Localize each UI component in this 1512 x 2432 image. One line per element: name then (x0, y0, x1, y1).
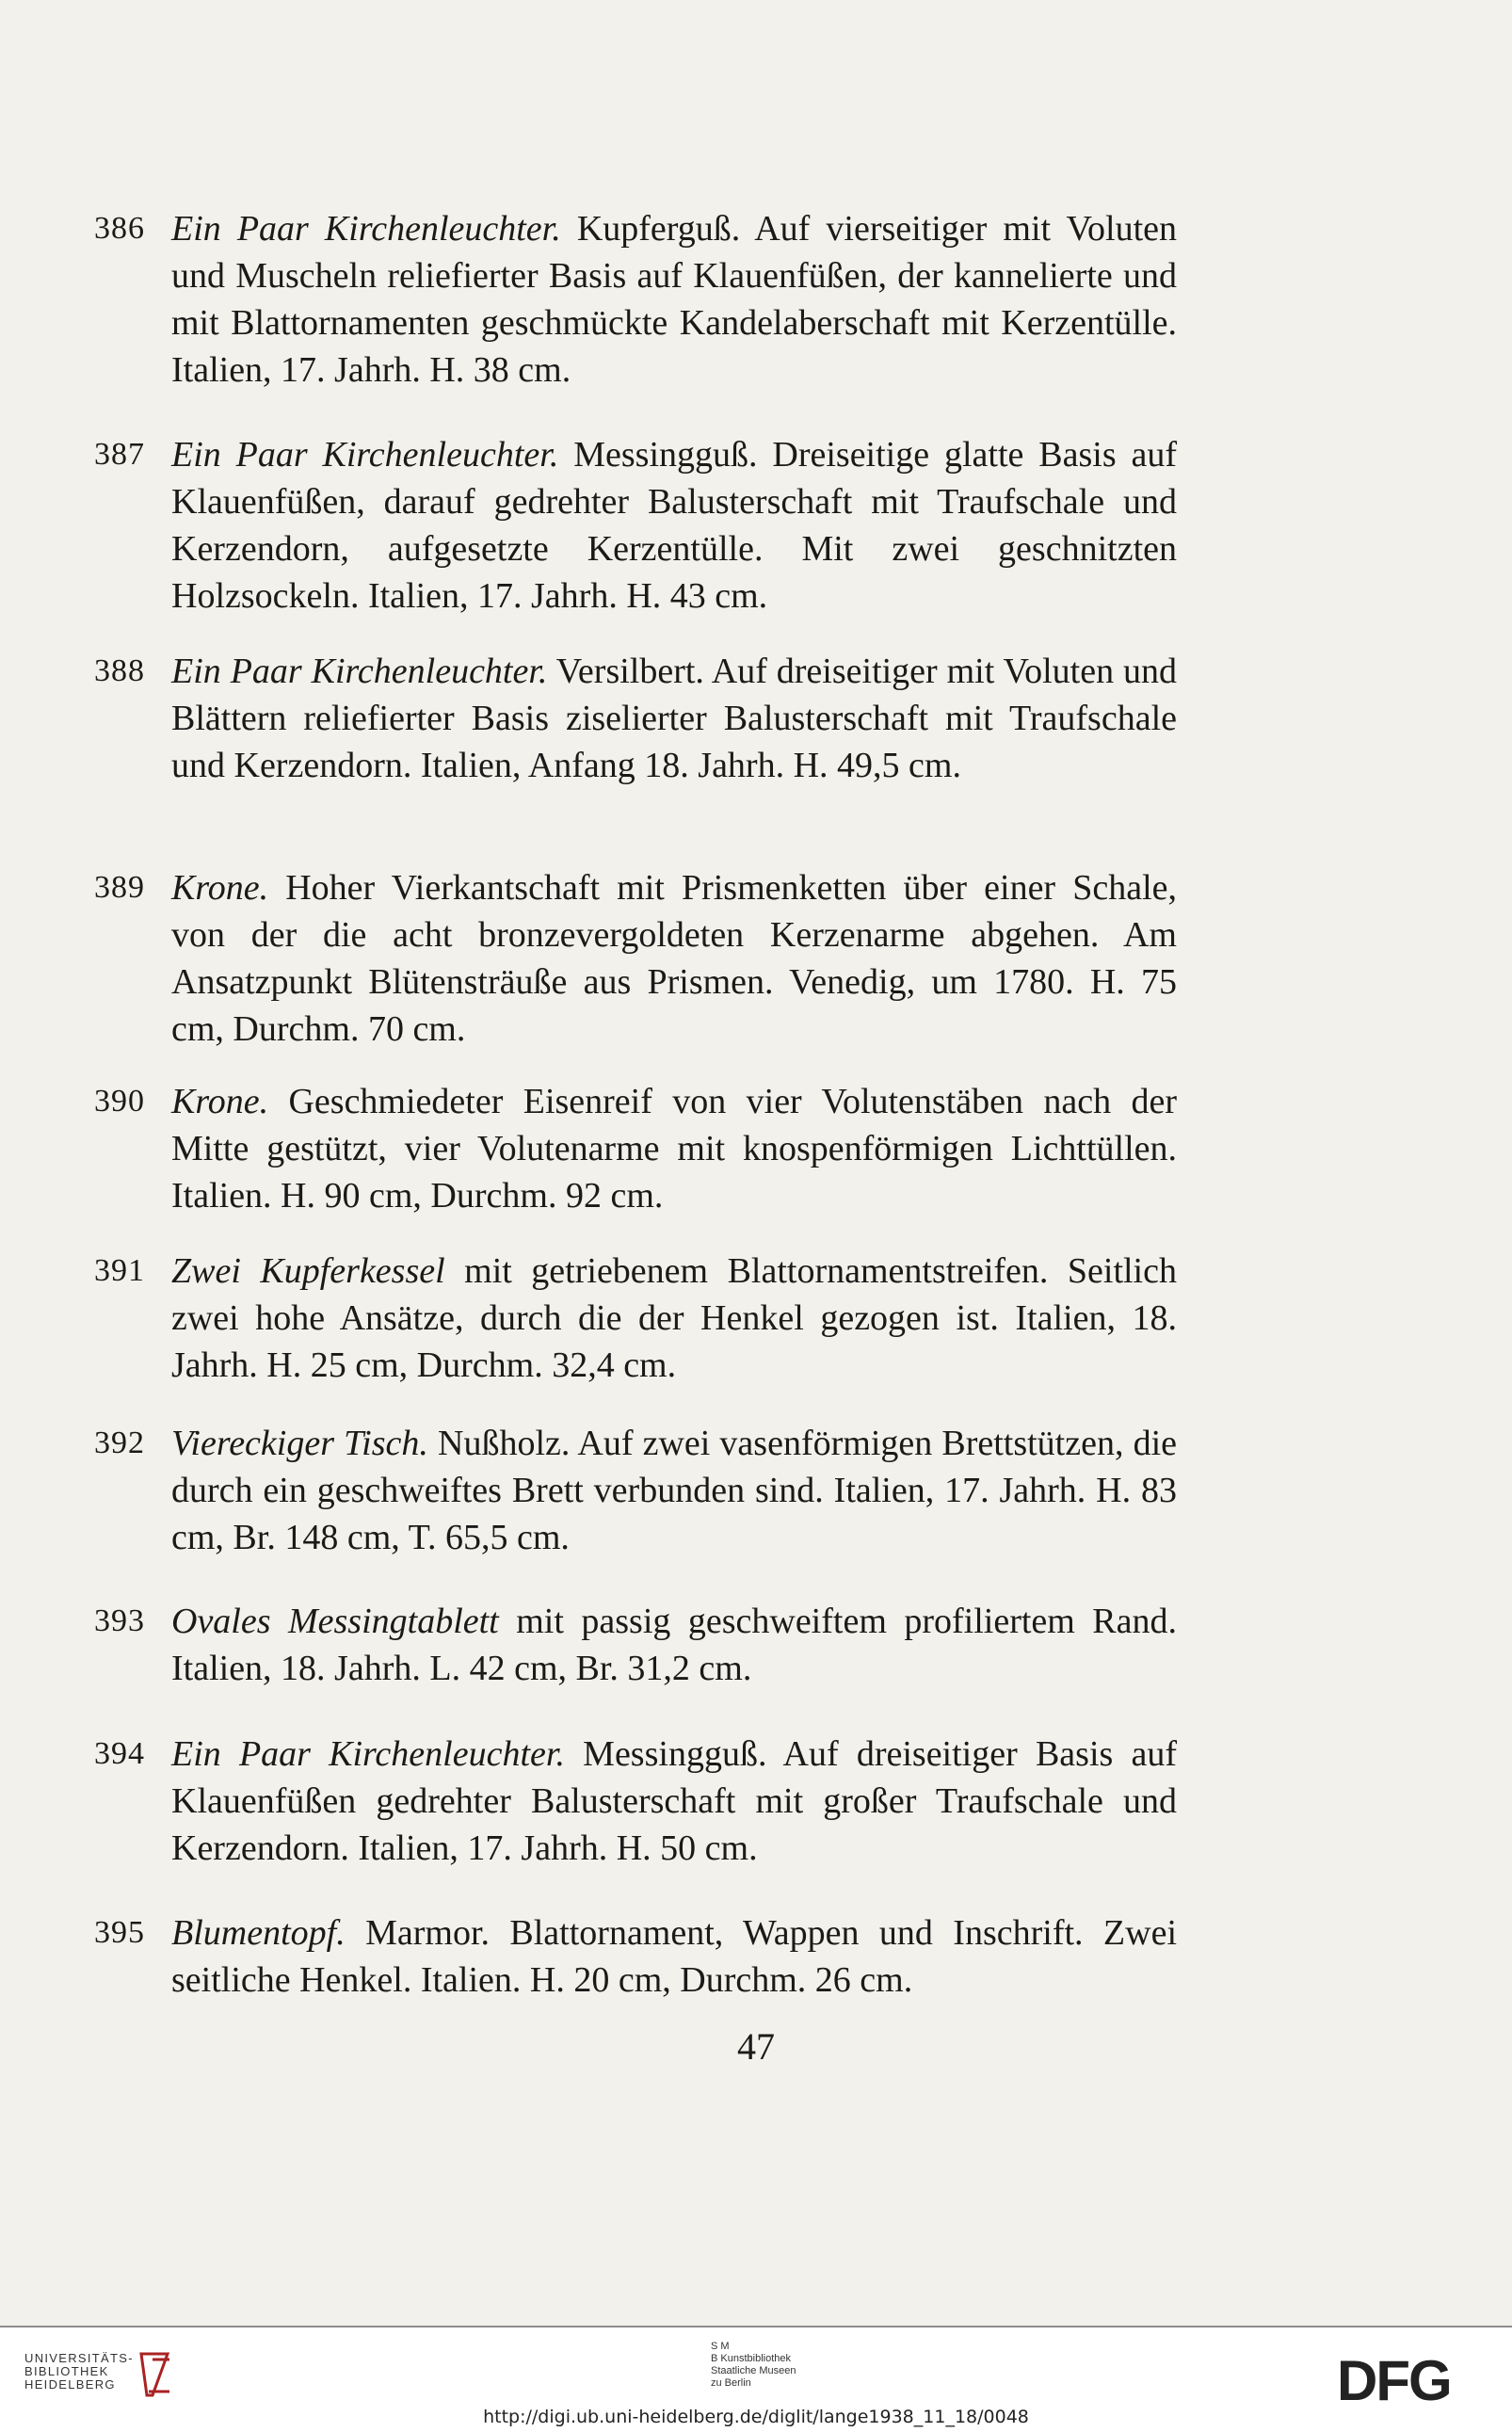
entry-number: 393 (94, 1603, 145, 1638)
entry-text: mit getriebenem Blattornamentstreifen. Seitlich zwei hohe Ansätze, durch die der Henkel gezogen ist. Italien, 18. Jahrh. H. 25 cm, Durchm. 32,4 cm. (171, 1251, 1177, 1385)
catalog-entry (94, 431, 1177, 620)
catalog-entry (94, 1731, 1177, 1872)
entry-body (171, 1420, 1177, 1561)
catalog-entry (94, 1420, 1177, 1561)
uni-line: BIBLIOTHEK (24, 2364, 109, 2378)
catalog-entry (94, 1909, 1177, 2004)
page-number: 47 (737, 2025, 775, 2068)
entry-number: 392 (94, 1425, 145, 1460)
catalog-entry (94, 205, 1177, 394)
entry-title: Ein Paar Kirchenleuchter. (171, 1734, 565, 1774)
entry-title: Krone. (171, 1082, 269, 1121)
entry-text: mit passig geschweiftem profiliertem Rand. Italien, 18. Jahrh. L. 42 cm, Br. 31,2 cm. (171, 1602, 1178, 1688)
entry-number: 387 (94, 437, 145, 472)
entry-number: 388 (94, 653, 145, 688)
entry-title: Ein Paar Kirchenleuchter. (171, 652, 548, 691)
smb-line: Staatliche Museen (711, 2365, 796, 2376)
entry-body (171, 864, 1177, 1053)
catalog-entry (94, 1598, 1177, 1692)
entry-title: Krone. (171, 868, 269, 908)
entry-body (171, 1248, 1177, 1389)
smb-kunstbibliothek-label (711, 2341, 796, 2390)
entry-text: Geschmiedeter Eisenreif von vier Volutenstäben nach der Mitte gestützt, vier Volutenarme mit knospenförmigen Lichttüllen. Italien. H. 90 cm, Durchm. 92 cm. (171, 1082, 1177, 1216)
uni-line: UNIVERSITÄTS- (24, 2351, 134, 2365)
catalog-entry (94, 1078, 1177, 1219)
entry-body (171, 1909, 1177, 2004)
entry-number: 386 (94, 211, 145, 246)
source-url[interactable]: http://digi.ub.uni-heidelberg.de/diglit/lange1938_11_18/0048 (483, 2407, 1029, 2427)
entry-text: Messingguß. Dreiseitige glatte Basis auf Klauenfüßen, darauf gedrehter Balusterschaft mit Traufschale und Kerzendorn, aufgesetzte Kerzentülle. Mit zwei geschnitzten Holzsockeln. Italien, 17. Jahrh. H. 43 cm. (171, 435, 1178, 616)
uni-line: HEIDELBERG (24, 2377, 116, 2392)
footer-bar (0, 2326, 1512, 2432)
university-library-label (24, 2352, 134, 2392)
entry-number: 394 (94, 1736, 145, 1771)
entry-title: Ein Paar Kirchenleuchter. (171, 209, 561, 249)
smb-line: S M (711, 2341, 730, 2352)
entry-number: 390 (94, 1084, 145, 1119)
entry-text: Kupferguß. Auf vierseitiger mit Voluten und Muscheln reliefierter Basis auf Klauenfüßen, der kannelierte und mit Blattornamenten geschmückte Kandelaberschaft mit Kerzentülle. Italien, 17. Jahrh. H. 38 cm. (171, 209, 1177, 390)
catalog-entry (94, 864, 1177, 1053)
entry-number: 395 (94, 1915, 145, 1950)
entry-title: Viereckiger Tisch. (171, 1424, 428, 1463)
entry-body (171, 205, 1177, 394)
entry-body (171, 1731, 1177, 1872)
catalog-entry (94, 1248, 1177, 1389)
entry-title: Zwei Kupferkessel (171, 1251, 445, 1291)
smb-line: zu Berlin (711, 2377, 751, 2389)
entry-body (171, 1598, 1177, 1692)
entry-text: Nußholz. Auf zwei vasenförmigen Brettstützen, die durch ein geschweiftes Brett verbunden sind. Italien, 17. Jahrh. H. 83 cm, Br. 148 cm, T. 65,5 cm. (171, 1424, 1178, 1557)
entry-title: Ovales Messingtablett (171, 1602, 499, 1641)
smb-line: B Kunstbibliothek (711, 2353, 791, 2364)
entry-body (171, 431, 1177, 620)
entry-number: 389 (94, 870, 145, 905)
entry-text: Hoher Vierkantschaft mit Prismenketten über einer Schale, von der die acht bronzevergoldeten Kerzenarme abgehen. Am Ansatzpunkt Blütensträuße aus Prismen. Venedig, um 1780. H. 75 cm, Durchm. 70 cm. (171, 868, 1178, 1049)
entry-body (171, 1078, 1177, 1219)
entry-title: Ein Paar Kirchenleuchter. (171, 435, 559, 475)
heidelberg-logo-icon (132, 2346, 179, 2403)
dfg-logo: DFG (1337, 2349, 1451, 2412)
entry-number: 391 (94, 1253, 145, 1288)
catalog-entry (94, 648, 1177, 789)
entry-title: Blumentopf. (171, 1913, 346, 1953)
entry-text: Marmor. Blattornament, Wappen und Inschrift. Zwei seitliche Henkel. Italien. H. 20 cm, Durchm. 26 cm. (171, 1913, 1177, 2000)
entry-text: Messingguß. Auf dreiseitiger Basis auf Klauenfüßen gedrehter Balusterschaft mit großer Traufschale und Kerzendorn. Italien, 17. Jahrh. H. 50 cm. (171, 1734, 1177, 1868)
entry-body (171, 648, 1177, 789)
entry-text: Versilbert. Auf dreiseitiger mit Voluten und Blättern reliefierter Basis ziselierter Balusterschaft mit Traufschale und Kerzendorn. Italien, Anfang 18. Jahrh. H. 49,5 cm. (171, 652, 1177, 785)
